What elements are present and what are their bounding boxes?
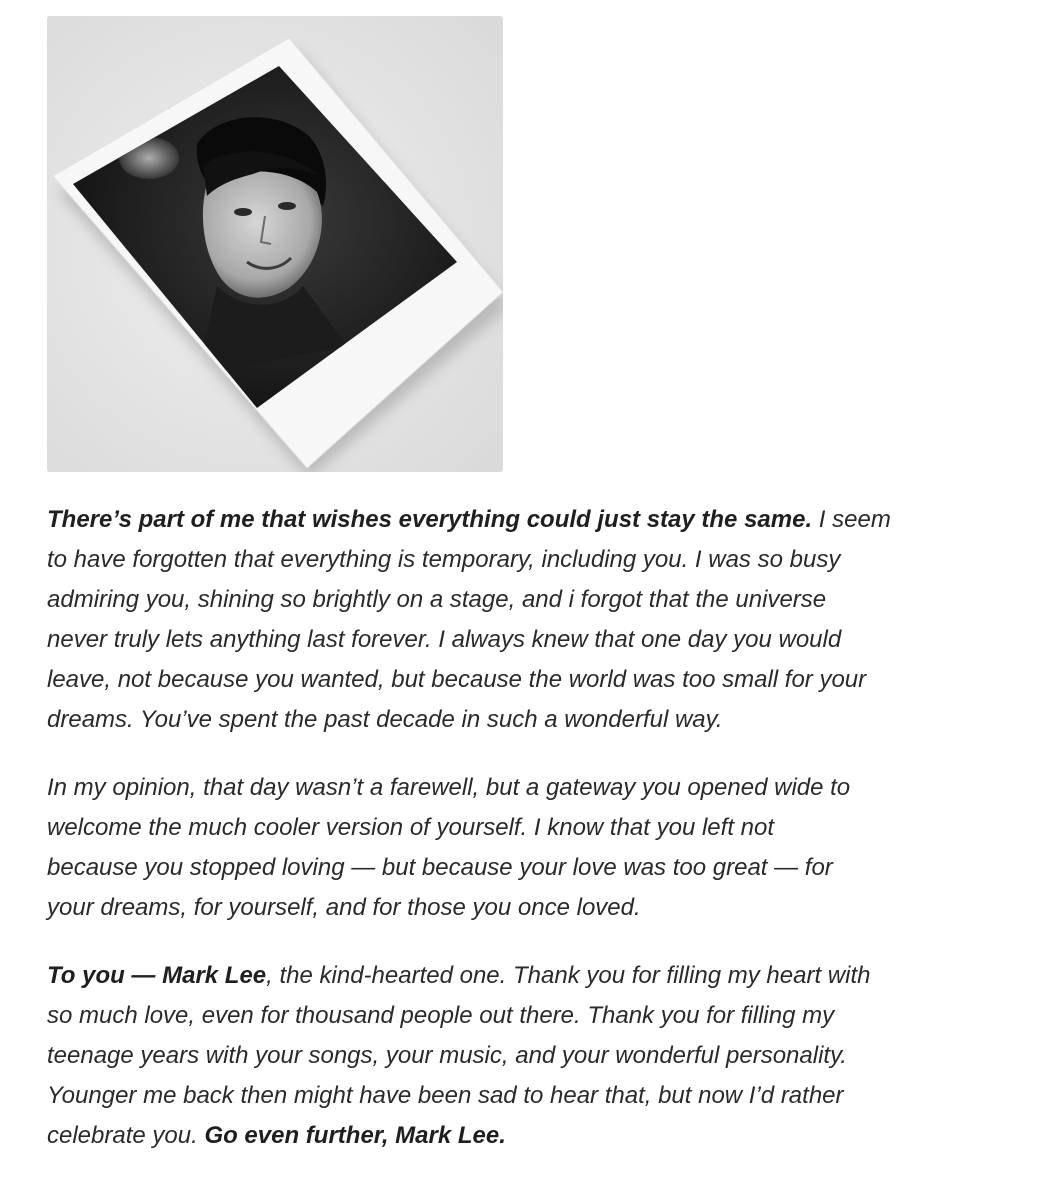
paragraph-line: to have forgotten that everything is temporary, including you. I was so busy (47, 546, 841, 573)
paragraph-3 (47, 956, 957, 1156)
polaroid-photo (47, 16, 503, 472)
paragraph-1 (47, 500, 957, 740)
paragraph-line (47, 956, 957, 996)
paragraph-line: leave, not because you wanted, but because the world was too small for your (47, 666, 867, 693)
line-text: , the kind-hearted one. Thank you for filling my heart with (266, 962, 871, 989)
paragraph-line: dreams. You’ve spent the past decade in such a wonderful way. (47, 706, 723, 733)
bold-opening: There’s part of me that wishes everything could just stay the same. (47, 506, 813, 533)
paragraph-line: your dreams, for yourself, and for those you once loved. (47, 894, 641, 921)
paragraph-2 (47, 768, 957, 928)
paragraph-line (47, 500, 957, 540)
polaroid-photo-illustration (47, 16, 503, 472)
paragraph-line: teenage years with your songs, your music, and your wonderful personality. (47, 1042, 847, 1069)
paragraph-line: so much love, even for thousand people out there. Thank you for filling my (47, 1002, 835, 1029)
paragraph-line: Younger me back then might have been sad to hear that, but now I’d rather (47, 1082, 844, 1109)
paragraph-line: never truly lets anything last forever. I always knew that one day you would (47, 626, 842, 653)
bold-closing: Go even further, Mark Lee. (204, 1122, 506, 1149)
paragraph-line: because you stopped loving — but because your love was too great — for (47, 854, 833, 881)
paragraph-line (47, 1116, 957, 1156)
line-text: I seem (812, 506, 891, 533)
paragraph-line: In my opinion, that day wasn’t a farewell, but a gateway you opened wide to (47, 774, 851, 801)
paragraph-line: admiring you, shining so brightly on a stage, and i forgot that the universe (47, 586, 827, 613)
article-text (47, 500, 957, 1184)
line-text: celebrate you. (47, 1122, 205, 1149)
bold-dedication: To you — Mark Lee (47, 962, 267, 989)
paragraph-line: welcome the much cooler version of yourself. I know that you left not (47, 814, 775, 841)
